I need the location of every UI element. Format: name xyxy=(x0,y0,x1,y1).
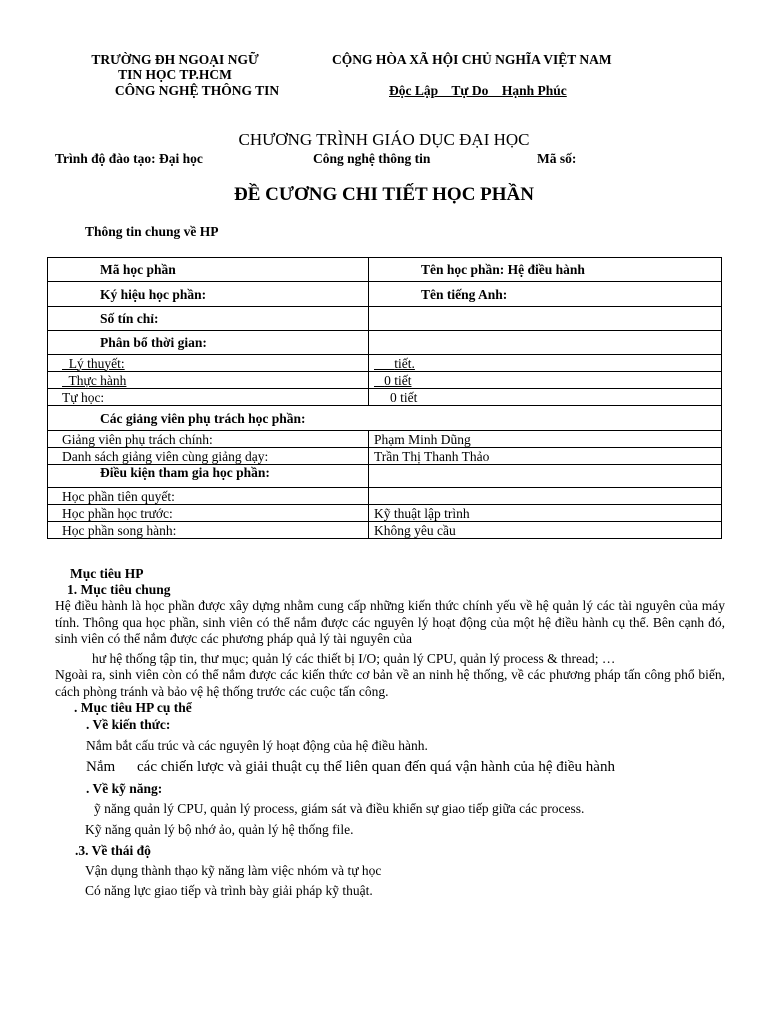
english-name-label: Tên tiếng Anh: xyxy=(369,282,722,307)
main-lecturer-label: Giảng viên phụ trách chính: xyxy=(48,431,369,448)
table-row xyxy=(48,465,722,488)
table-row xyxy=(48,406,722,431)
knowledge-item-1: Nắm bắt cấu trúc và các nguyên lý hoạt động của hệ điều hành. xyxy=(86,738,428,753)
major-name: Công nghệ thông tin xyxy=(313,151,431,166)
theory-label: Lý thuyết: xyxy=(48,355,369,372)
general-objectives-paragraph-3: Ngoài ra, sinh viên còn có thể nắm được các kiến thức cơ bản về an ninh hệ thống, về các phương pháp tấn công phổ biến, cách phòng tránh và bảo vệ hệ thống trước các cuộc tấn công. xyxy=(55,667,725,699)
skills-item-2: Kỹ năng quản lý bộ nhớ ảo, quản lý hệ thống file. xyxy=(85,822,354,837)
credits-value xyxy=(369,307,722,331)
general-info-heading: Thông tin chung về HP xyxy=(85,224,219,239)
main-lecturer-value: Phạm Minh Dũng xyxy=(369,431,722,448)
specific-objectives-heading: . Mục tiêu HP cụ thể xyxy=(74,700,192,715)
table-row xyxy=(48,448,722,465)
parallel-course-label: Học phần song hành: xyxy=(48,522,369,539)
attitude-heading: .3. Về thái độ xyxy=(75,843,151,858)
attitude-item-1: Vận dụng thành thạo kỹ năng làm việc nhóm và tự học xyxy=(85,863,382,878)
faculty-name: CÔNG NGHỆ THÔNG TIN xyxy=(114,83,280,98)
knowledge-item-2: các chiến lược và giải thuật cụ thể liên quan đến quá vận hành của hệ điều hành xyxy=(137,759,615,775)
credits-label: Số tín chỉ: xyxy=(48,307,369,331)
school-name-line1: TRƯỜNG ĐH NGOẠI NGỮ xyxy=(91,52,259,67)
program-title: CHƯƠNG TRÌNH GIÁO DỤC ĐẠI HỌC xyxy=(238,130,530,149)
national-motto: CỘNG HÒA XÃ HỘI CHỦ NGHĨA VIỆT NAM xyxy=(332,52,612,67)
table-row xyxy=(48,282,722,307)
skills-item-1: ỹ năng quản lý CPU, quản lý process, giám sát và điều khiển sự giao tiếp giữa các process. xyxy=(94,801,585,816)
course-code-meta: Mã số: xyxy=(537,151,577,166)
practice-label: Thực hành xyxy=(48,372,369,389)
table-row xyxy=(48,505,722,522)
course-code-label: Mã học phần xyxy=(48,258,369,282)
course-name: Tên học phần: Hệ điều hành xyxy=(369,258,722,282)
prerequisite-value xyxy=(369,488,722,505)
table-row xyxy=(48,431,722,448)
time-allocation-value xyxy=(369,331,722,355)
school-name-line2: TIN HỌC TP.HCM xyxy=(118,67,232,82)
conditions-value xyxy=(369,465,722,488)
co-lecturers-value: Trần Thị Thanh Thảo xyxy=(369,448,722,465)
table-row xyxy=(48,331,722,355)
theory-value: tiết. xyxy=(369,355,722,372)
time-allocation-label: Phân bổ thời gian: xyxy=(48,331,369,355)
selfstudy-label: Tự học: xyxy=(48,389,369,406)
selfstudy-value: 0 tiết xyxy=(369,389,722,406)
course-info-table xyxy=(47,257,722,539)
prior-course-value: Kỹ thuật lập trình xyxy=(369,505,722,522)
lecturers-heading: Các giảng viên phụ trách học phần: xyxy=(48,406,722,431)
document-title: ĐỀ CƯƠNG CHI TIẾT HỌC PHẦN xyxy=(234,184,534,205)
general-objectives-paragraph-1: Hệ điều hành là học phần được xây dựng nhằm cung cấp những kiến thức chính yếu về hệ quản lý các tài nguyên của máy tính. Thông qua học phần, sinh viên có thể nắm được các nguyên lý hoạt động của một hệ điều hành cụ thể. Bên cạnh đó, sinh viên có thể nắm được các phương pháp quả lý tài nguyên của xyxy=(55,598,725,646)
table-row xyxy=(48,372,722,389)
table-row xyxy=(48,355,722,372)
practice-value: 0 tiết xyxy=(369,372,722,389)
table-row xyxy=(48,488,722,505)
parallel-course-value: Không yêu cầu xyxy=(369,522,722,539)
attitude-item-2: Có năng lực giao tiếp và trình bày giải pháp kỹ thuật. xyxy=(85,883,373,898)
table-row xyxy=(48,307,722,331)
course-symbol-label: Ký hiệu học phần: xyxy=(48,282,369,307)
general-objectives-paragraph-2: hư hệ thống tập tin, thư mục; quản lý các thiết bị I/O; quản lý CPU, quản lý process & thread; … xyxy=(92,651,616,666)
table-row xyxy=(48,258,722,282)
table-row xyxy=(48,522,722,539)
general-objectives-heading: 1. Mục tiêu chung xyxy=(67,582,171,597)
knowledge-heading: . Về kiến thức: xyxy=(86,717,171,732)
table-row xyxy=(48,389,722,406)
objectives-heading: Mục tiêu HP xyxy=(70,566,144,581)
prior-course-label: Học phần học trước: xyxy=(48,505,369,522)
co-lecturers-label: Danh sách giảng viên cùng giảng dạy: xyxy=(48,448,369,465)
knowledge-item-2-prefix: Nắm xyxy=(86,759,116,775)
conditions-heading: Điều kiện tham gia học phần: xyxy=(48,465,369,488)
training-level: Trình độ đào tạo: Đại học xyxy=(55,151,203,166)
prerequisite-label: Học phần tiên quyết: xyxy=(48,488,369,505)
skills-heading: . Về kỹ năng: xyxy=(86,781,163,796)
national-slogan: Độc Lập Tự Do Hạnh Phúc xyxy=(389,83,567,98)
